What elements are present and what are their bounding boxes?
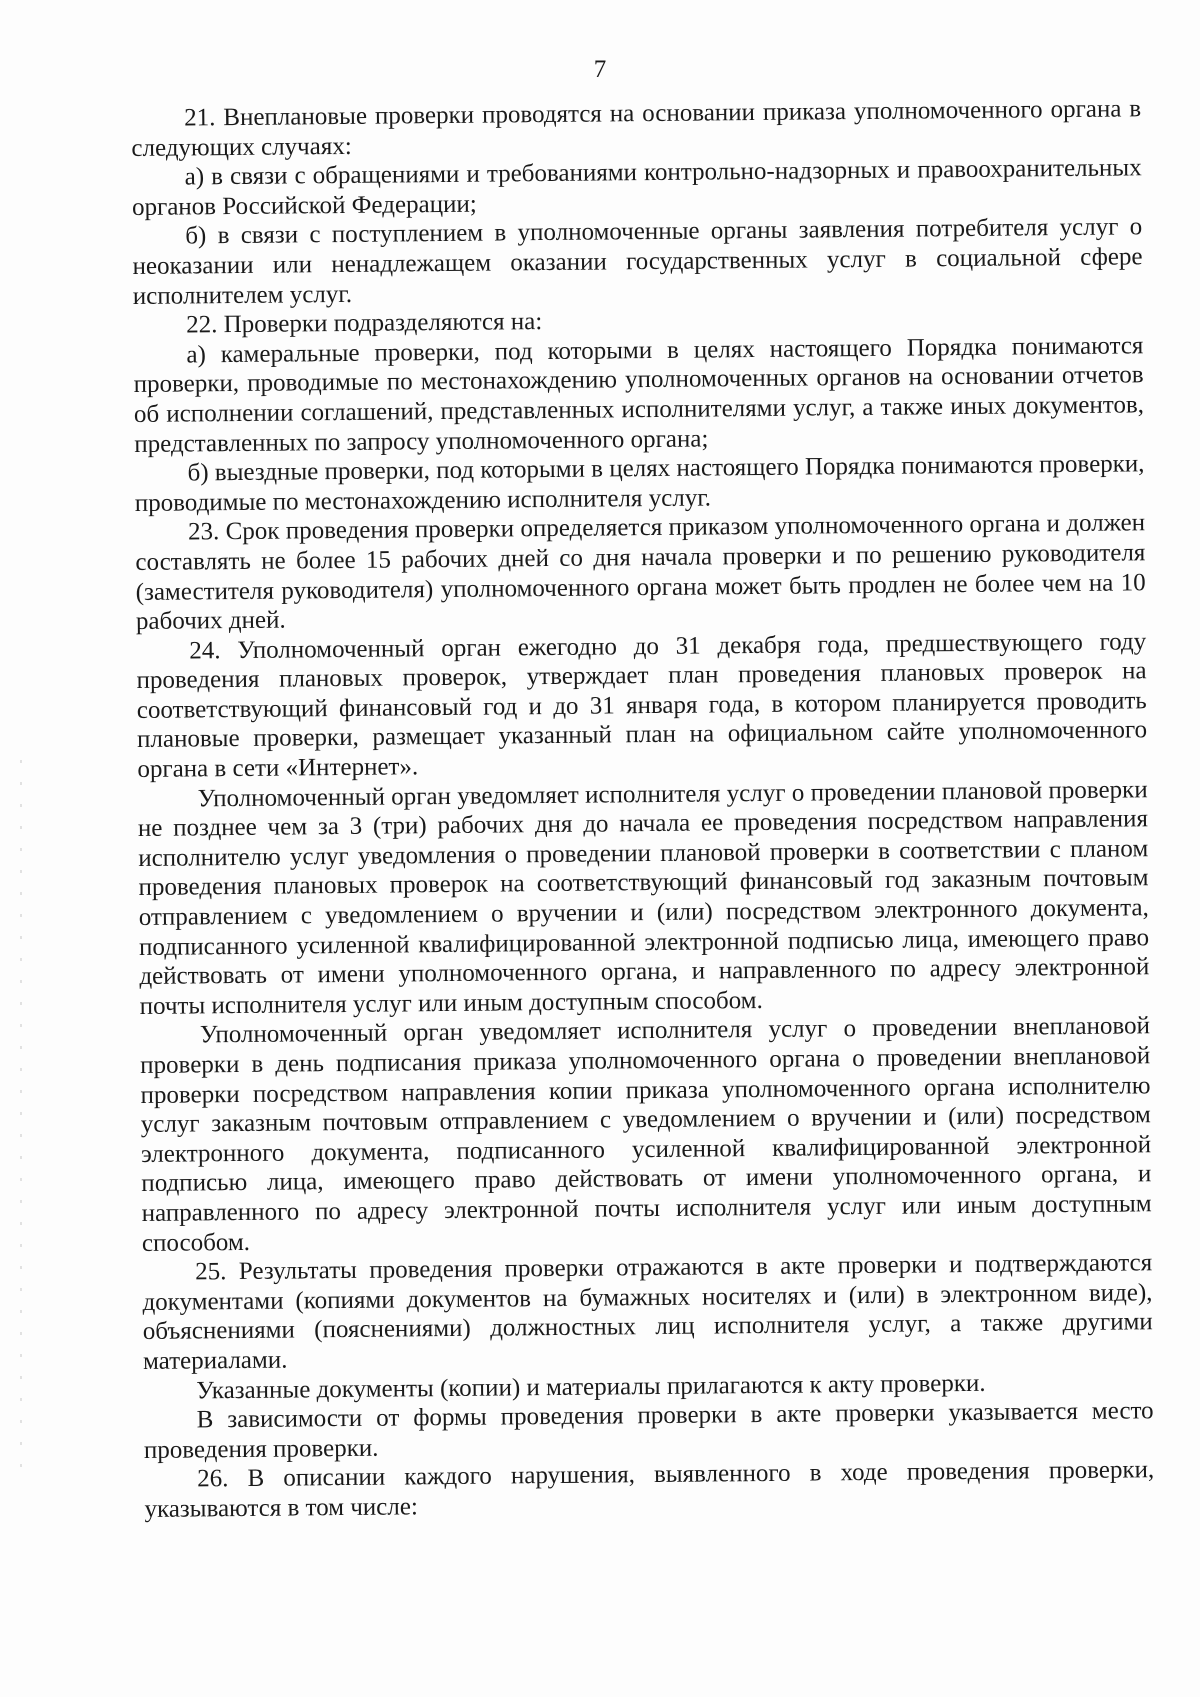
paragraph-21-b: б) в связи с поступлением в уполномоченные органы заявления потребителя услуг о неоказании или ненадлежащем оказании государственных услуг в социальной сфере исполнителем услуг. [132,213,1143,310]
paragraph-26: 26. В описании каждого нарушения, выявленного в ходе проведения проверки, указываются в том числе: [144,1456,1155,1523]
document-body [131,94,1155,1524]
paragraph-25-attachments: Указанные документы (копии) и материалы прилагаются к акту проверки. [196,1369,986,1404]
paragraph-22-a: а) камеральные проверки, под которыми в целях настоящего Порядка понимаются проверки, проводимые по местонахождению уполномоченных органов на основании отчетов об исполнении соглашений, представленных исполнителями услуг, а также иных документов, представленных по запросу уполномоченного органа; [133,332,1145,458]
paragraph-planned-notice: Уполномоченный орган уведомляет исполнителя услуг о проведении плановой проверки не позднее чем за 3 (три) рабочих дня до начала ее проведения посредством направления исполнителю услуг уведомления о проведении плановой проверки в соответствии с планом проведения плановых проверок на соответствующий финансовый год заказным почтовым отправлением с уведомлением о вручении и (или) посредством электронного документа, подписанного усиленной квалифицированной электронной подписью лица, имеющего право действовать от имени уполномоченного органа, и направленного по адресу электронной почты исполнителя услуг или иным доступным способом. [137,775,1150,1020]
paragraph-22: 22. Проверки подразделяются на: [185,308,543,339]
paragraph-21: 21. Внеплановые проверки проводятся на основании приказа уполномоченного органа в следующих случаях: [131,95,1142,162]
page-number: 7 [593,56,607,83]
paragraph-unplanned-notice: Уполномоченный орган уведомляет исполнителя услуг о проведении внеплановой проверки в день подписания приказа уполномоченного органа о проведении внеплановой проверки посредством направления копии приказа уполномоченного органа исполнителю услуг заказным почтовым отправлением с уведомлением о вручении и (или) посредством электронного документа, подписанного усиленной квалифицированной электронной подписью лица, имеющего право действовать от имени уполномоченного органа, и направленного по адресу электронной почты исполнителя услуг или иным доступным способом. [140,1012,1152,1257]
scan-margin-artifact [20,760,22,1480]
paragraph-25-place: В зависимости от формы проведения проверки в акте проверки указывается место проведения проверки. [143,1397,1154,1464]
paragraph-25: 25. Результаты проведения проверки отражаются в акте проверки и подтверждаются документами (копиями документов на бумажных носителях и (или) в электронном виде), объяснениями (пояснениями) должностных лиц исполнителя услуг, а также другими материалами. [142,1249,1153,1375]
paragraph-22-b: б) выездные проверки, под которыми в целях настоящего Порядка понимаются проверки, проводимые по местонахождению исполнителя услуг. [134,450,1145,517]
paragraph-23: 23. Срок проведения проверки определяется приказом уполномоченного органа и должен составлять не более 15 рабочих дней со дня начала проверки и по решению руководителя (заместителя руководителя) уполномоченного органа может быть продлен не более чем на 10 рабочих дней. [135,509,1146,636]
paragraph-24: 24. Уполномоченный орган ежегодно до 31 декабря года, предшествующего году проведения плановых проверок, утверждает план проведения плановых проверок на соответствующий финансовый год и до 31 января года, в котором планируется проводить плановые проверки, размещает указанный план на официальном сайте уполномоченного органа в сети «Интернет». [136,627,1148,784]
paragraph-21-a: а) в связи с обращениями и требованиями контрольно-надзорных и правоохранительных органов Российской Федерации; [131,154,1142,221]
